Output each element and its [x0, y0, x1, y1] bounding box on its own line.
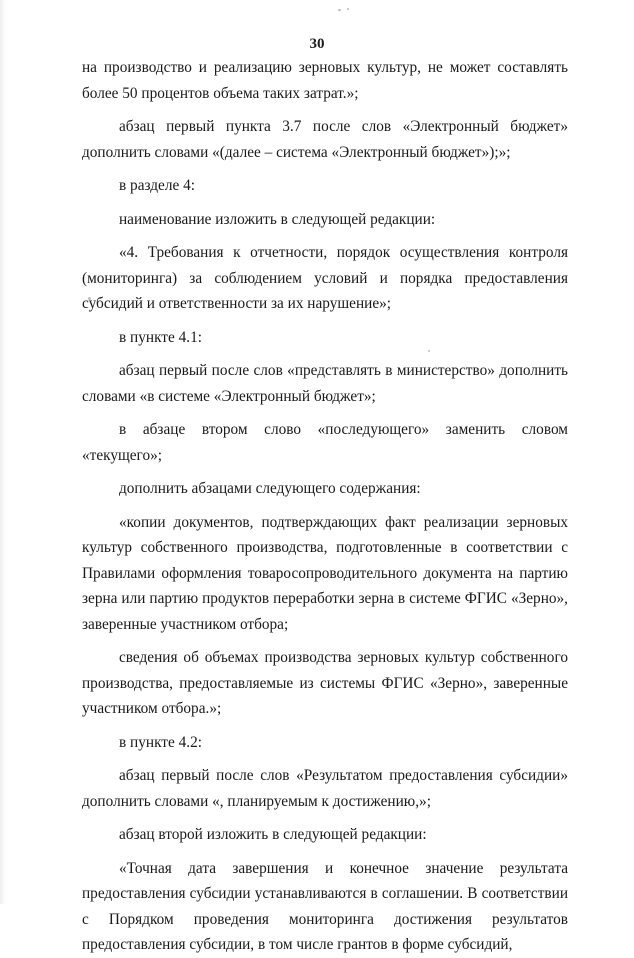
paragraph: в пункте 4.1: — [119, 328, 202, 346]
scan-edge-shadow — [0, 0, 6, 904]
paragraph: наименование изложить в следующей редакции: — [119, 210, 436, 228]
paragraph: дополнить абзацами следующего содержания: — [119, 480, 421, 497]
paragraph: «копии документов, подтверждающих факт реализации зерновых культур собственного производства, подготовленные в соответствии с Правилами оформления товаросопроводительного документа на партию зерна или партию продуктов переработки зерна в системе ФГИС «Зерно», заверенные участником отбора; — [82, 513, 568, 633]
paragraph: в абзаце втором слово «последующего» заменить словом «текущего»; — [82, 421, 568, 464]
paragraph: на производство и реализацию зерновых культур, не может составлять более 50 процентов объема таких затрат.»; — [82, 59, 568, 102]
paragraph: в разделе 4: — [119, 177, 195, 194]
paragraph: в пункте 4.2: — [119, 733, 202, 751]
scan-speck — [347, 8, 349, 10]
paragraph: сведения об объемах производства зерновых культур собственного производства, предоставляемые из системы ФГИС «Зерно», заверенные участником отбора.»; — [82, 649, 568, 717]
paragraph: абзац первый после слов «представлять в министерство» дополнить словами «в системе «Электронный бюджет»; — [82, 362, 568, 405]
paragraph: абзац второй изложить в следующей редакции: — [119, 826, 427, 843]
scan-speck — [338, 9, 341, 11]
document-body — [82, 55, 568, 958]
paragraph: абзац первый пункта 3.7 после слов «Электронный бюджет» дополнить словами «(далее – система «Электронный бюджет»);»; — [82, 118, 568, 161]
paragraph: «4. Требования к отчетности, порядок осуществления контроля (мониторинга) за соблюдением условий и порядка предоставления субсидий и ответственности за их нарушение»; — [82, 244, 568, 312]
paragraph: абзац первый после слов «Результатом предоставления субсидии» дополнить словами «, планируемым к достижению,»; — [82, 767, 568, 810]
page-number: 30 — [309, 36, 325, 52]
paragraph: «Точная дата завершения и конечное значение результата предоставления субсидии устанавливаются в соглашении. В соответствии с Порядком проведения мониторинга достижения результатов предоставления субсидии, в том числе грантов в форме субсидий, — [82, 859, 568, 953]
